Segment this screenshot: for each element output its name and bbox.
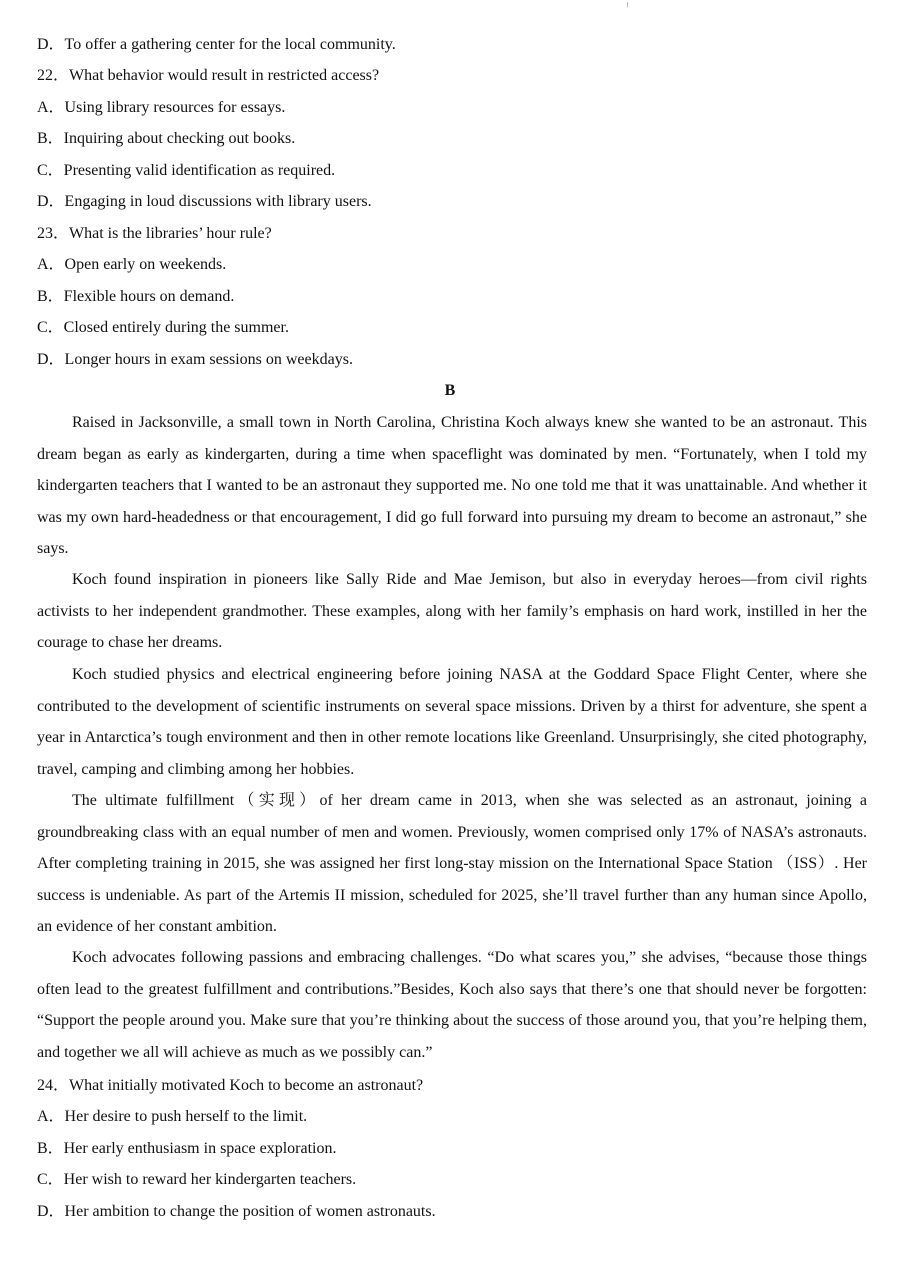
q23-option-c: C．Closed entirely during the summer.	[37, 319, 289, 336]
q23-question: 23．What is the libraries’ hour rule?	[37, 225, 272, 242]
q21-option-d: D．To offer a gathering center for the local community.	[37, 36, 396, 53]
passage-paragraph-1: Raised in Jacksonville, a small town in North Carolina, Christina Koch always knew she wanted to be an astronaut. This dream began as early as kindergarten, during a time when spaceflight was dominated by men. “Fortunately, when I told my kindergarten teachers that I wanted to be an astronaut they supported me. No one told me that it was unattainable. And whether it was my own hard-headedness or that encouragement, I did go full forward into pursuing my dream to become an astronaut,” she says.	[37, 414, 867, 557]
q23-option-d: D．Longer hours in exam sessions on weekdays.	[37, 351, 353, 368]
section-b-heading: B	[444, 382, 456, 399]
q24-option-d: D．Her ambition to change the position of women astronauts.	[37, 1203, 436, 1220]
page-mark	[627, 2, 628, 7]
q22-option-b: B．Inquiring about checking out books.	[37, 130, 296, 147]
q24-option-b: B．Her early enthusiasm in space exploration.	[37, 1140, 337, 1157]
q22-option-d: D．Engaging in loud discussions with library users.	[37, 193, 372, 210]
q22-question: 22．What behavior would result in restricted access?	[37, 67, 380, 84]
q24-question: 24．What initially motivated Koch to become an astronaut?	[37, 1077, 424, 1094]
passage-paragraph-5: Koch advocates following passions and embracing challenges. “Do what scares you,” she advises, “because those things often lead to the greatest fulfillment and contributions.”Besides, Koch also says that there’s one that should never be forgotten: “Support the people around you. Make sure that you’re thinking about the success of those around you, that you’re helping them, and together we all will achieve as much as we possibly can.”	[37, 949, 867, 1061]
passage-paragraph-3: Koch studied physics and electrical engineering before joining NASA at the Goddard Space Flight Center, where she contributed to the development of scientific instruments on several space missions. Driven by a thirst for adventure, she spent a year in Antarctica’s tough environment and then in other remote locations like Greenland. Unsurprisingly, she cited photography, travel, camping and climbing among her hobbies.	[37, 666, 867, 778]
q24-option-a: A．Her desire to push herself to the limit.	[37, 1108, 308, 1125]
q22-option-a: A．Using library resources for essays.	[37, 99, 286, 116]
q23-option-b: B．Flexible hours on demand.	[37, 288, 235, 305]
q23-option-a: A．Open early on weekends.	[37, 256, 227, 273]
passage-paragraph-2: Koch found inspiration in pioneers like Sally Ride and Mae Jemison, but also in everyday heroes—from civil rights activists to her independent grandmother. These examples, along with her family’s emphasis on hard work, instilled in her the courage to chase her dreams.	[37, 571, 867, 651]
q24-option-c: C．Her wish to reward her kindergarten teachers.	[37, 1171, 357, 1188]
q22-option-c: C．Presenting valid identification as required.	[37, 162, 336, 179]
passage-paragraph-4: The ultimate fulfillment（实现）of her dream came in 2013, when she was selected as an astronaut, joining a groundbreaking class with an equal number of men and women. Previously, women comprised only 17% of NASA’s astronauts. After completing training in 2015, she was assigned her first long-stay mission on the International Space Station （ISS）. Her success is undeniable. As part of the Artemis II mission, scheduled for 2025, she’ll travel further than any human since Apollo, an evidence of her constant ambition.	[37, 792, 867, 935]
